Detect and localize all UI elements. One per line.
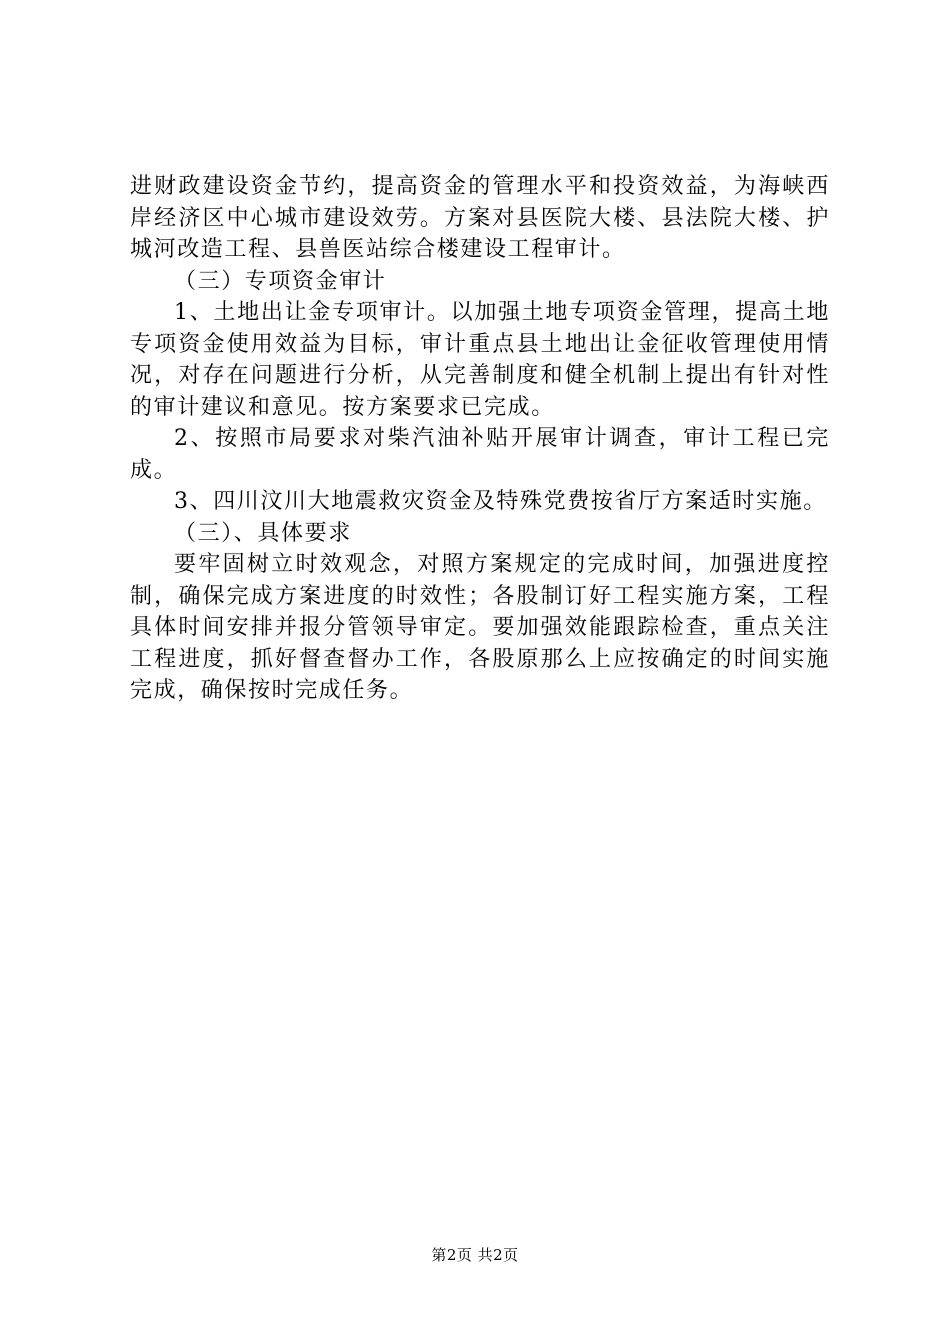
paragraph-item-2: 2、按照市局要求对柴汽油补贴开展审计调查，审计工程已完成。	[130, 426, 830, 483]
paragraph-item-3: 3、四川汶川大地震救灾资金及特殊党费按省厅方案适时实施。	[174, 489, 827, 514]
page-footer: 第2页 共2页	[431, 1246, 519, 1264]
document-body	[130, 171, 830, 707]
section-heading-special-fund-audit: （三）专项资金审计	[174, 268, 387, 294]
paragraph-item-1: 1、土地出让金专项审计。以加强土地专项资金管理，提高土地专项资金使用效益为目标，审计重点县土地出让金征收管理使用情况，对存在问题进行分析，从完善制度和健全机制上提出有针对性的审计建议和意见。按方案要求已完成。	[130, 300, 830, 420]
paragraph-requirements: 要牢固树立时效观念，对照方案规定的完成时间，加强进度控制，确保完成方案进度的时效性；各股制订好工程实施方案，工程具体时间安排并报分管领导审定。要加强效能跟踪检查，重点关注工程进度，抓好督查督办工作，各股原那么上应按确定的时间实施完成，确保按时完成任务。	[130, 552, 830, 703]
section-heading-requirements: （三）、具体要求	[174, 520, 352, 546]
paragraph-continuation: 进财政建设资金节约，提高资金的管理水平和投资效益，为海峡西岸经济区中心城市建设效劳。方案对县医院大楼、县法院大楼、护城河改造工程、县兽医站综合楼建设工程审计。	[130, 174, 830, 262]
